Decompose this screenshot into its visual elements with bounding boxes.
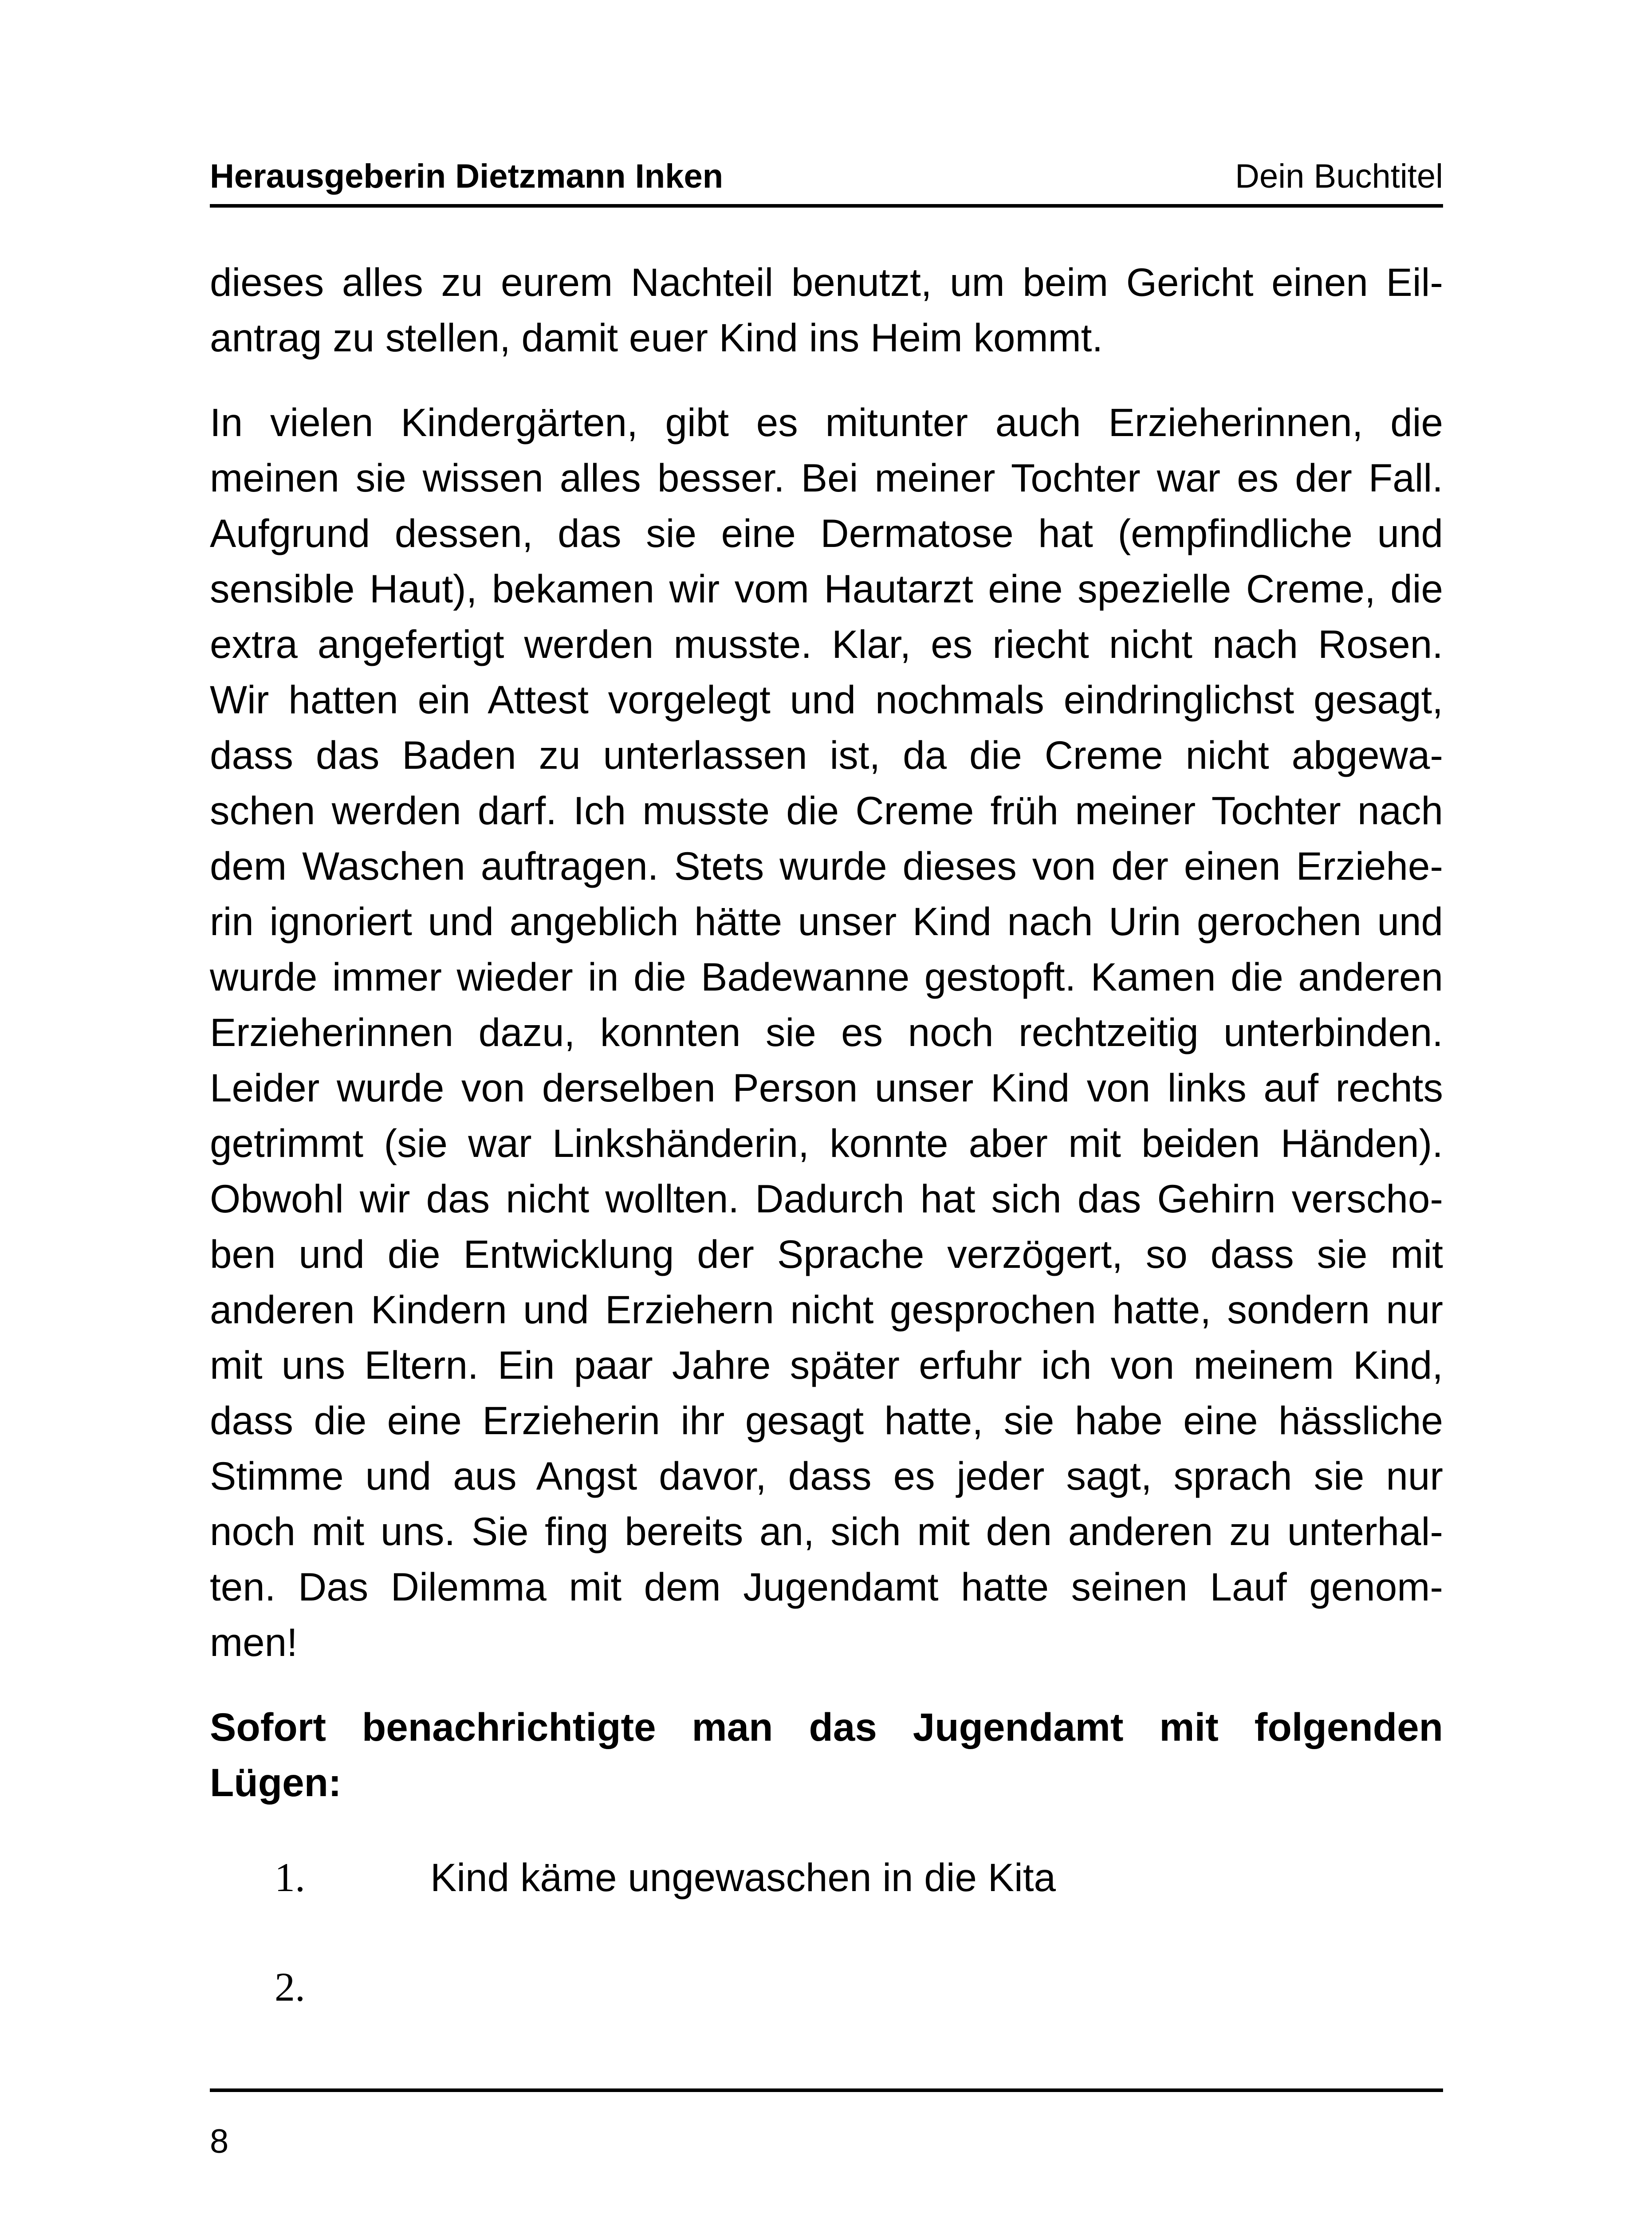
text-line: mit uns Eltern. Ein paar Jahre später erfuhr ich von meinem Kind, <box>210 1343 1443 1387</box>
body-text <box>210 255 1443 1810</box>
numbered-list <box>210 1850 1443 2069</box>
section-heading <box>210 1699 1443 1810</box>
text-line: ben und die Entwicklung der Sprache verzögert, so dass sie mit <box>210 1232 1443 1276</box>
text-line: dass die eine Erzieherin ihr gesagt hatte, sie habe eine hässliche <box>210 1398 1443 1443</box>
list-item <box>210 1850 1443 1959</box>
text-line: Stimme und aus Angst davor, dass es jeder sagt, sprach sie nur <box>210 1454 1443 1498</box>
text-line: Lügen: <box>210 1760 342 1805</box>
text-line: schen werden darf. Ich musste die Creme früh meiner Tochter nach <box>210 788 1443 833</box>
text-line: dass das Baden zu unterlassen ist, da die Creme nicht abgewa- <box>210 733 1443 777</box>
text-line: Sofort benachrichtigte man das Jugendamt mit folgenden <box>210 1705 1443 1749</box>
text-line: sensible Haut), bekamen wir vom Hautarzt eine spezielle Creme, die <box>210 566 1443 611</box>
text-line: dieses alles zu eurem Nachteil benutzt, um beim Gericht einen Eil- <box>210 260 1443 304</box>
text-line: Leider wurde von derselben Person unser Kind von links auf rechts <box>210 1066 1443 1110</box>
list-number: 2. <box>275 1964 305 2010</box>
text-line: meinen sie wissen alles besser. Bei meiner Tochter war es der Fall. <box>210 456 1443 500</box>
text-line: antrag zu stellen, damit euer Kind ins Heim kommt. <box>210 315 1103 360</box>
footer-divider <box>210 2088 1443 2092</box>
paragraph-1 <box>210 255 1443 366</box>
text-line: wurde immer wieder in die Badewanne gestopft. Kamen die anderen <box>210 955 1443 999</box>
text-line: noch mit uns. Sie fing bereits an, sich mit den anderen zu unterhal- <box>210 1509 1443 1553</box>
text-line: Obwohl wir das nicht wollten. Dadurch hat sich das Gehirn verscho- <box>210 1176 1443 1221</box>
text-line: Erzieherinnen dazu, konnten sie es noch rechtzeitig unterbinden. <box>210 1010 1443 1054</box>
text-line: dem Waschen auftragen. Stets wurde dieses von der einen Erziehe- <box>210 844 1443 888</box>
header-author: Herausgeberin Dietzmann Inken <box>210 157 724 195</box>
text-line: Wir hatten ein Attest vorgelegt und nochmals eindringlichst gesagt, <box>210 677 1443 722</box>
running-header <box>210 154 1443 208</box>
text-line: extra angefertigt werden musste. Klar, es riecht nicht nach Rosen. <box>210 622 1443 666</box>
text-line: In vielen Kindergärten, gibt es mitunter auch Erzieherinnen, die <box>210 400 1443 444</box>
header-book-title: Dein Buchtitel <box>1235 157 1443 195</box>
list-number: 1. <box>275 1855 305 1900</box>
text-line: ten. Das Dilemma mit dem Jugendamt hatte seinen Lauf genom- <box>210 1565 1443 1609</box>
page-number: 8 <box>210 2123 229 2160</box>
list-item <box>210 1959 1443 2069</box>
text-line: Aufgrund dessen, das sie eine Dermatose hat (empfindliche und <box>210 511 1443 555</box>
text-line: getrimmt (sie war Linkshänderin, konnte aber mit beiden Händen). <box>210 1121 1443 1165</box>
text-line: anderen Kindern und Erziehern nicht gesprochen hatte, sondern nur <box>210 1287 1443 1332</box>
list-item-text: Kind käme ungewaschen in die Kita <box>430 1855 1056 1899</box>
text-line: rin ignoriert und angeblich hätte unser Kind nach Urin gerochen und <box>210 899 1443 944</box>
text-line: men! <box>210 1620 298 1664</box>
paragraph-2 <box>210 395 1443 1670</box>
